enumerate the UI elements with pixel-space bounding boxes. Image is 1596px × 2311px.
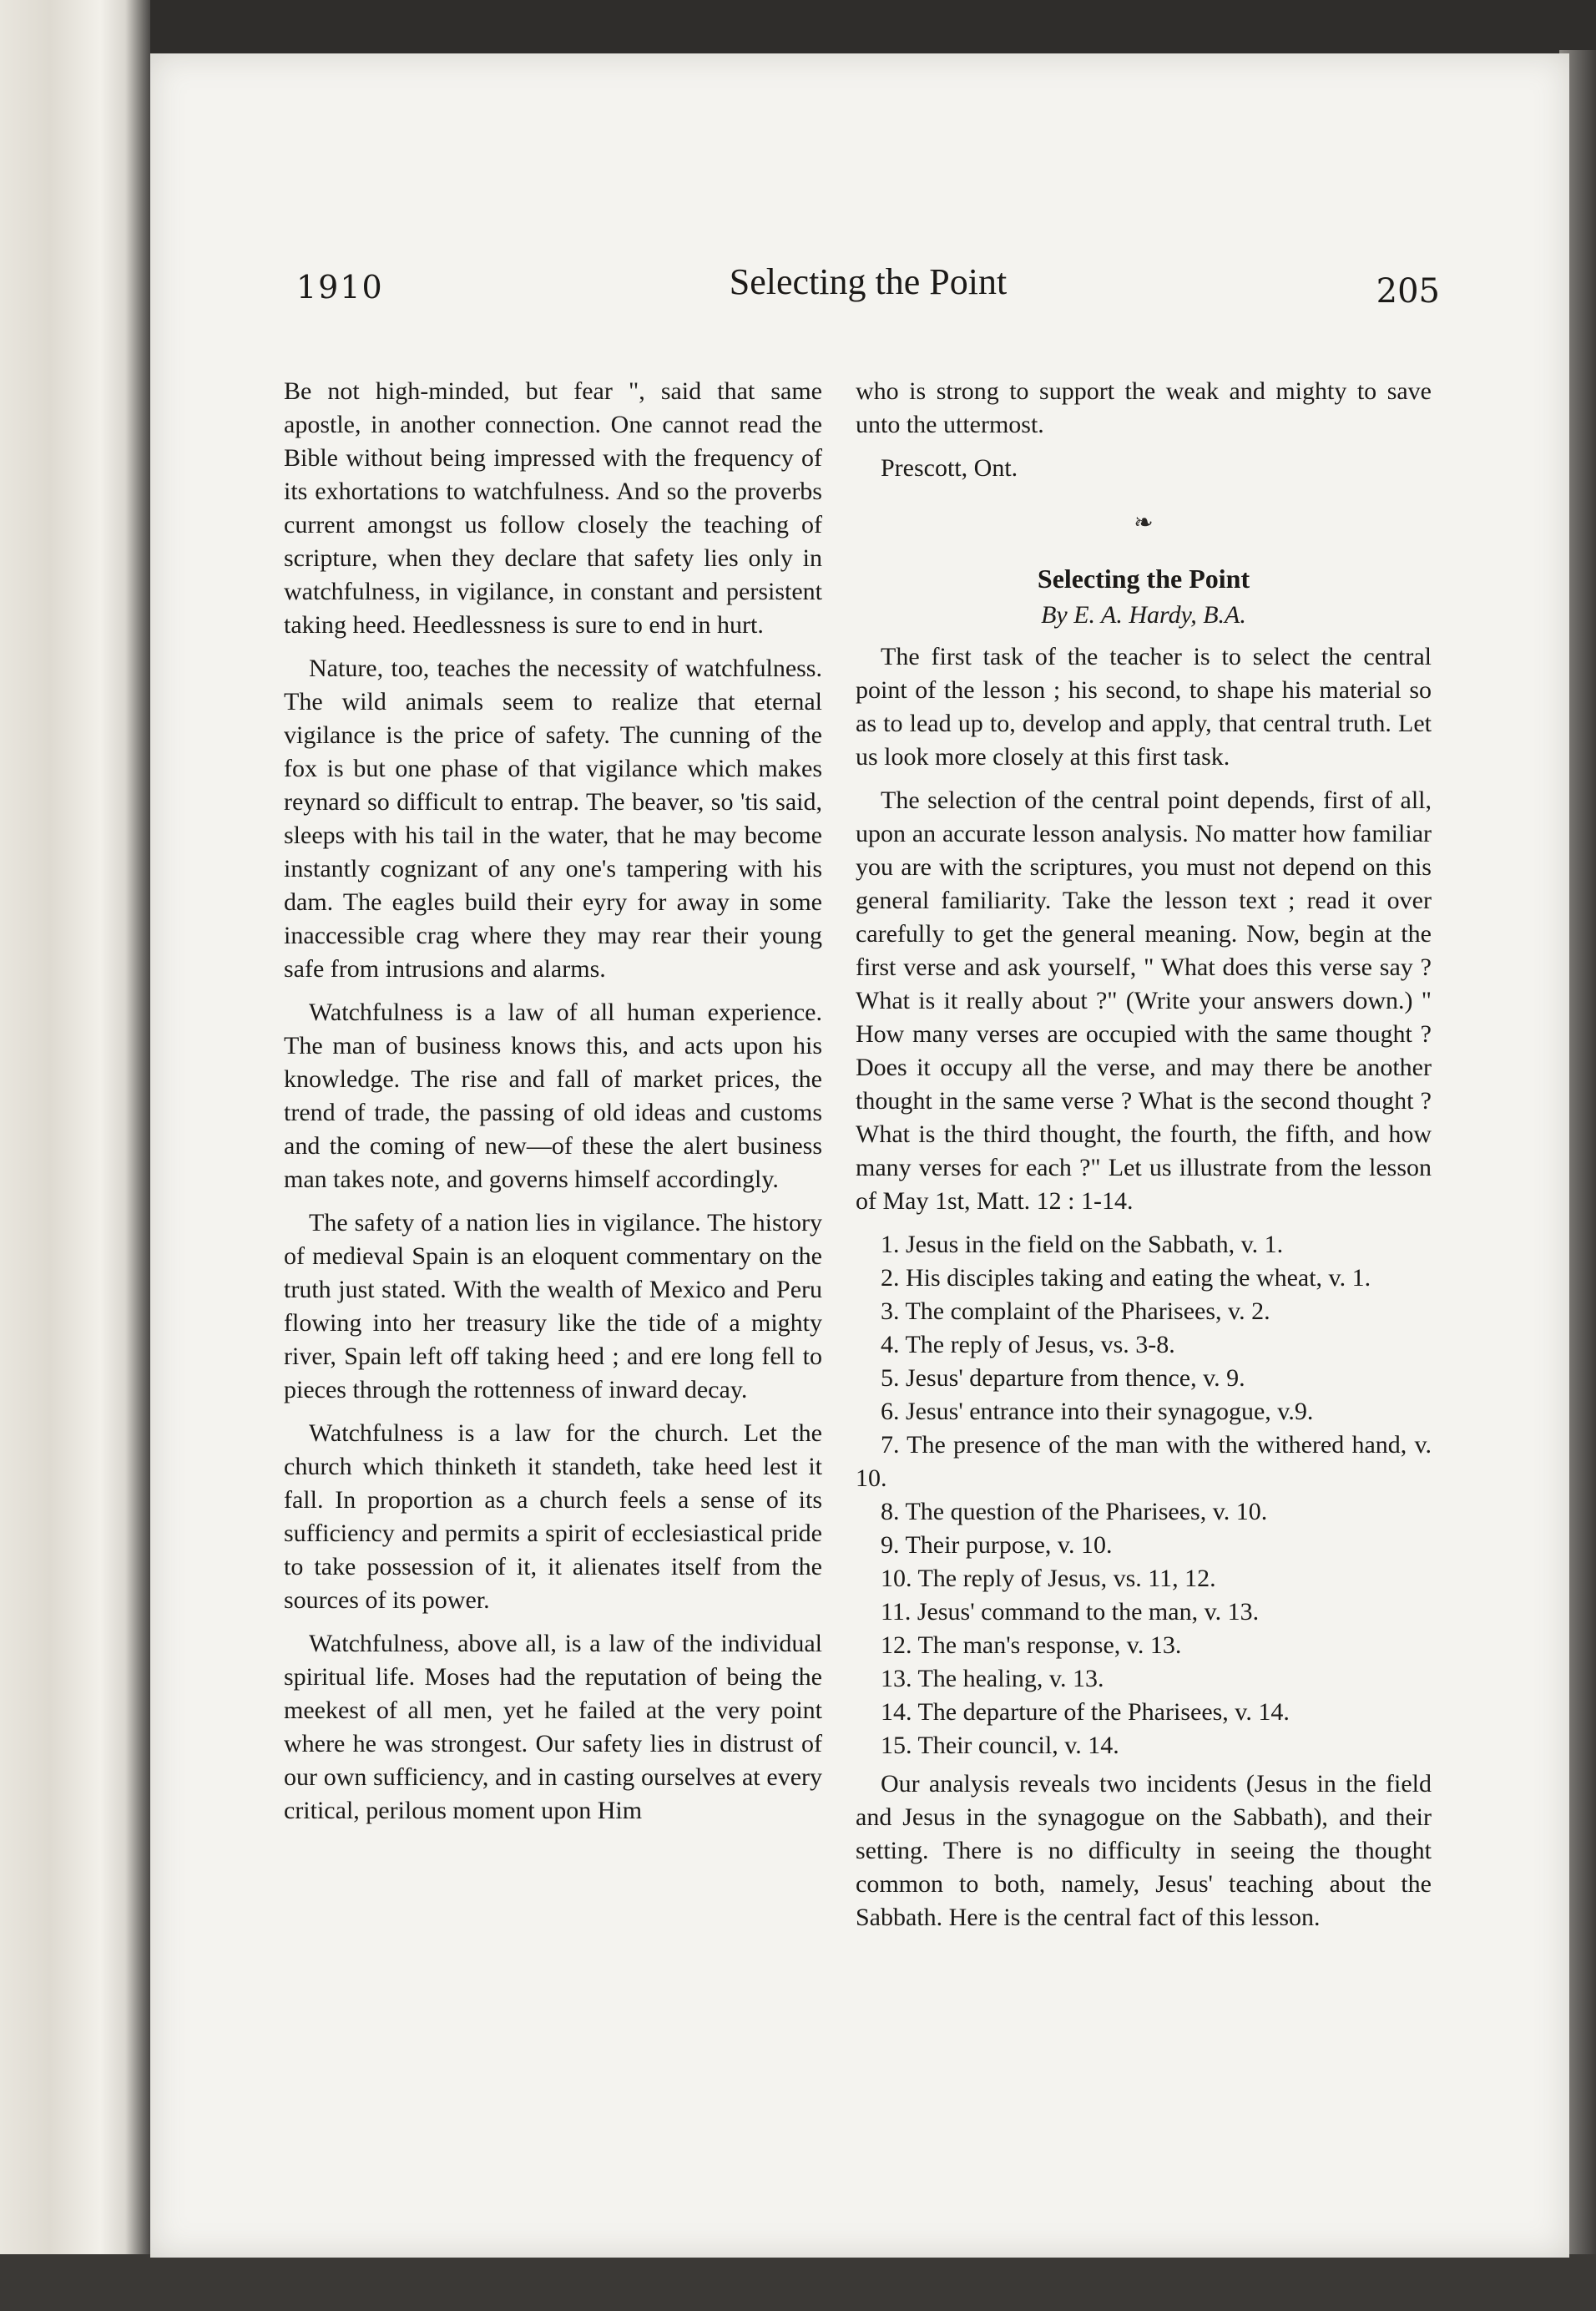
left-column [284, 375, 822, 1838]
list-item: 9. Their purpose, v. 10. [881, 1531, 1113, 1559]
list-item: 2. His disciples taking and eating the wheat, v. 1. [881, 1264, 1371, 1292]
list-item: 7. The presence of the man with the withered hand, v. 10. [856, 1431, 1432, 1492]
page-header [296, 254, 1440, 321]
paragraph: The first task of the teacher is to select the central point of the lesson ; his second, to shape his material so as to lead up to, develop and apply, that central truth. Let us look more closely at this first task. [856, 643, 1432, 771]
list-item: 15. Their council, v. 14. [881, 1732, 1119, 1759]
list-item: 12. The man's response, v. 13. [881, 1631, 1182, 1659]
leaf-ornament-icon: ❧ [1134, 510, 1154, 536]
book-page [150, 53, 1569, 2258]
article-title: Selecting the Point [1037, 564, 1250, 594]
paragraph: Watchfulness is a law for the church. Let the church which thinketh it standeth, take heed lest it fall. In proportion as a church feels a sense of its sufficiency and permits a spirit of ecclesiastical pride to take possession of it, it alienates itself from the sources of its power. [284, 1419, 822, 1614]
list-item: 3. The complaint of the Pharisees, v. 2. [881, 1297, 1270, 1325]
paragraph: The selection of the central point depends, first of all, upon an accurate lesson analysis. No matter how familiar you are with the scriptures, you must not depend on this general familiarity. Take the lesson text ; read it over carefully to get the general meaning. Now, begin at the first verse and ask yourself, " What does this verse say ? What is it really about ?" (Write your answers down.) " How many verses are occupied with the same thought ? Does it occupy all the verse, and may there be another thought in the same verse ? What is the second thought ? What is the third thought, the fourth, the fifth, and how many verses for each ?" Let us illustrate from the lesson of May 1st, Matt. 12 : 1-14. [856, 786, 1432, 1215]
list-item: 4. The reply of Jesus, vs. 3-8. [881, 1331, 1175, 1358]
list-item: 13. The healing, v. 13. [881, 1665, 1104, 1692]
running-title: Selecting the Point [729, 261, 1008, 302]
list-item: 5. Jesus' departure from thence, v. 9. [881, 1364, 1245, 1392]
signoff-location: Prescott, Ont. [881, 454, 1018, 482]
list-item: 11. Jesus' command to the man, v. 13. [881, 1598, 1260, 1626]
scan-left-edge [0, 0, 150, 2311]
paragraph: Watchfulness is a law of all human experience. The man of business knows this, and acts upon his knowledge. The rise and fall of market prices, the trend of trade, the passing of old ideas and customs and the coming of new—of these the alert business man takes note, and governs himself accordingly. [284, 999, 822, 1193]
list-item: 1. Jesus in the field on the Sabbath, v. 1. [881, 1231, 1284, 1258]
right-column [856, 375, 1432, 1944]
header-year: 1910 [296, 269, 384, 306]
paragraph: The safety of a nation lies in vigilance. The history of medieval Spain is an eloquent commentary on the truth just stated. With the wealth of Mexico and Peru flowing into her treasury like the tide of a mighty river, Spain left off taking heed ; and ere long fell to pieces through the rottenness of inward decay. [284, 1209, 822, 1403]
list-item: 10. The reply of Jesus, vs. 11, 12. [881, 1565, 1216, 1592]
paragraph: Nature, too, teaches the necessity of watchfulness. The wild animals seem to realize that eternal vigilance is the price of safety. The cunning of the fox is but one phase of that vigilance which makes reynard so difficult to entrap. The beaver, so 'tis said, sleeps with his tail in the water, that he may become instantly cognizant of any one's tampering with his dam. The eagles build their eyry for away in some inaccessible crag where they may rear their young safe from intrusions and alarms. [284, 655, 822, 983]
list-item: 8. The question of the Pharisees, v. 10. [881, 1498, 1268, 1525]
list-item: 14. The departure of the Pharisees, v. 14. [881, 1698, 1290, 1726]
scan-bottom-edge [0, 2254, 1596, 2311]
lesson-analysis-list [856, 1228, 1432, 1762]
article-byline: By E. A. Hardy, B.A. [1041, 601, 1246, 629]
page-number: 205 [1376, 272, 1440, 311]
continuation-paragraph: who is strong to support the weak and mighty to save unto the uttermost. [856, 377, 1432, 438]
paragraph: Watchfulness, above all, is a law of the individual spiritual life. Moses had the reputation of being the meekest of all men, yet he failed at the very point where he was strongest. Our safety lies in distrust of our own sufficiency, and in casting ourselves at every critical, perilous moment upon Him [284, 1630, 822, 1824]
paragraph: Our analysis reveals two incidents (Jesus in the field and Jesus in the synagogue on the Sabbath), and their setting. There is no difficulty in seeing the thought common to both, namely, Jesus' teaching about the Sabbath. Here is the central fact of this lesson. [856, 1770, 1432, 1931]
paragraph: Be not high-minded, but fear ", said that same apostle, in another connection. One cannot read the Bible without being impressed with the frequency of its exhortations to watchfulness. And so the proverbs current amongst us follow closely the teaching of scripture, when they declare that safety lies only in watchfulness, in vigilance, in constant and persistent taking heed. Heedlessness is sure to end in hurt. [284, 377, 822, 639]
list-item: 6. Jesus' entrance into their synagogue, v.9. [881, 1398, 1314, 1425]
scan-top-edge [150, 0, 1596, 53]
